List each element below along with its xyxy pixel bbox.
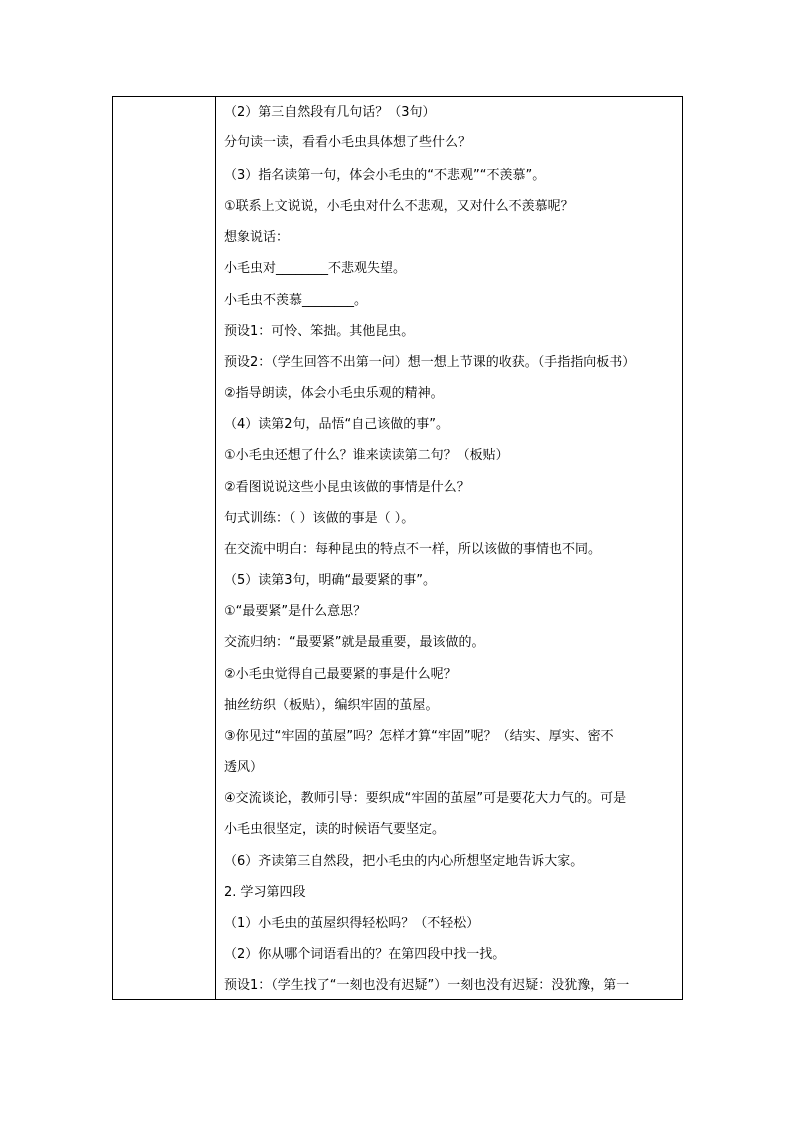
text-line: 2. 学习第四段 <box>224 885 306 900</box>
table-left-column <box>113 97 216 999</box>
text-line: ①小毛虫还想了什么？谁来读读第二句？（板贴） <box>224 448 509 463</box>
text-line: ④交流谈论，教师引导：要织成“牢固的茧屋”可是要花大力气的。可是 <box>224 791 627 806</box>
text-line: 预设2：（学生回答不出第一问）想一想上节课的收获。（手指指向板书） <box>224 355 636 370</box>
text-line: 小毛虫不羡慕________。 <box>224 293 368 308</box>
text-line: 小毛虫很坚定，读的时候语气要坚定。 <box>224 822 446 837</box>
text-line: ①联系上文说说，小毛虫对什么不悲观，又对什么不羡慕呢？ <box>224 199 574 214</box>
table-content-column <box>216 97 682 999</box>
text-line: （6）齐读第三自然段，把小毛虫的内心所想坚定地告诉大家。 <box>224 854 584 869</box>
lesson-table <box>112 96 683 1000</box>
text-line: 小毛虫对________不悲观失望。 <box>224 261 407 276</box>
text-line: （3）指名读第一句，体会小毛虫的“不悲观”“不羡慕”。 <box>224 168 546 183</box>
text-line: ②小毛虫觉得自己最要紧的事是什么呢？ <box>224 667 457 682</box>
text-line: 句式训练：（ ）该做的事是（ ）。 <box>224 511 415 526</box>
text-line: （2）你从哪个词语看出的？在第四段中找一找。 <box>224 947 506 962</box>
text-line: ①“最要紧”是什么意思？ <box>224 604 367 619</box>
text-line: 交流归纳：“最要紧”就是最重要，最该做的。 <box>224 635 485 650</box>
text-line: （2）第三自然段有几句话？（3句） <box>224 105 436 120</box>
text-line: （5）读第3句，明确“最要紧的事”。 <box>224 573 437 588</box>
text-line: 分句读一读，看看小毛虫具体想了些什么？ <box>224 135 472 150</box>
text-line: 透风） <box>224 760 264 775</box>
text-line: 在交流中明白：每种昆虫的特点不一样，所以该做的事情也不同。 <box>224 542 602 557</box>
text-line: （4）读第2句，品悟“自己该做的事”。 <box>224 417 450 432</box>
text-line: ③你见过“牢固的茧屋”吗？怎样才算“牢固”呢？（结实、厚实、密不 <box>224 729 614 744</box>
text-line: ②指导朗读，体会小毛虫乐观的精神。 <box>224 386 444 401</box>
text-line: （1）小毛虫的茧屋织得轻松吗？（不轻松） <box>224 916 480 931</box>
text-line: 抽丝纺织（板贴），编织牢固的茧屋。 <box>224 698 439 713</box>
text-line: 想象说话： <box>224 230 290 245</box>
text-line: 预设1：可怜、笨拙。其他昆虫。 <box>224 324 415 339</box>
text-line: 预设1：（学生找了“一刻也没有迟疑”）一刻也没有迟疑：没犹豫，第一 <box>224 978 630 993</box>
text-line: ②看图说说这些小昆虫该做的事情是什么？ <box>224 480 470 495</box>
